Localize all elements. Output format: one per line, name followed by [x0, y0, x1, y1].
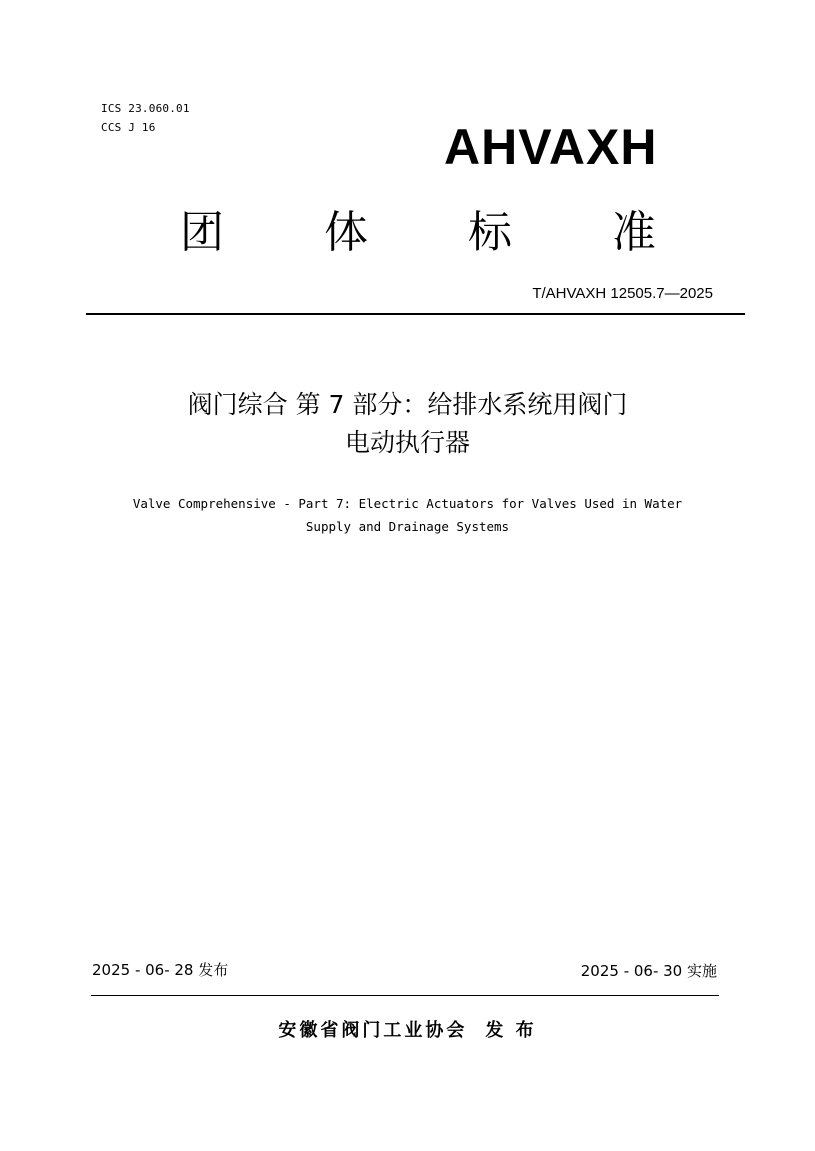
top-divider	[86, 313, 745, 315]
organization-code: AHVAXH	[444, 119, 658, 175]
issue-date: 2025 - 06- 28 发布	[92, 961, 229, 979]
publisher-line	[150, 1018, 665, 1044]
implementation-date: 2025 - 06- 30 实施	[580, 962, 717, 980]
publisher-name: 安徽省阀门工业协会	[278, 1020, 468, 1041]
classification-codes	[101, 99, 190, 137]
english-title	[40, 492, 775, 538]
english-title-line: Supply and Drainage Systems	[305, 519, 510, 534]
standard-number: T/AHVAXH 12505.7—2025	[532, 285, 713, 302]
standard-type-char: 准	[612, 207, 656, 258]
standard-type-char: 标	[468, 207, 512, 258]
chinese-title-line: 电动执行器	[344, 428, 470, 457]
english-title-line: Valve Comprehensive - Part 7: Electric Actuators for Valves Used in Water	[132, 496, 683, 511]
standard-type-char: 体	[324, 207, 368, 258]
ccs-code: CCS J 16	[101, 121, 156, 134]
chinese-title	[60, 386, 755, 462]
ics-code: ICS 23.060.01	[101, 102, 190, 115]
standard-type-heading	[150, 198, 686, 268]
publisher-action: 发 布	[485, 1020, 537, 1041]
chinese-title-line: 阀门综合 第 7 部分：给排水系统用阀门	[187, 390, 628, 419]
standard-type-char: 团	[180, 207, 224, 258]
bottom-divider	[91, 995, 719, 996]
